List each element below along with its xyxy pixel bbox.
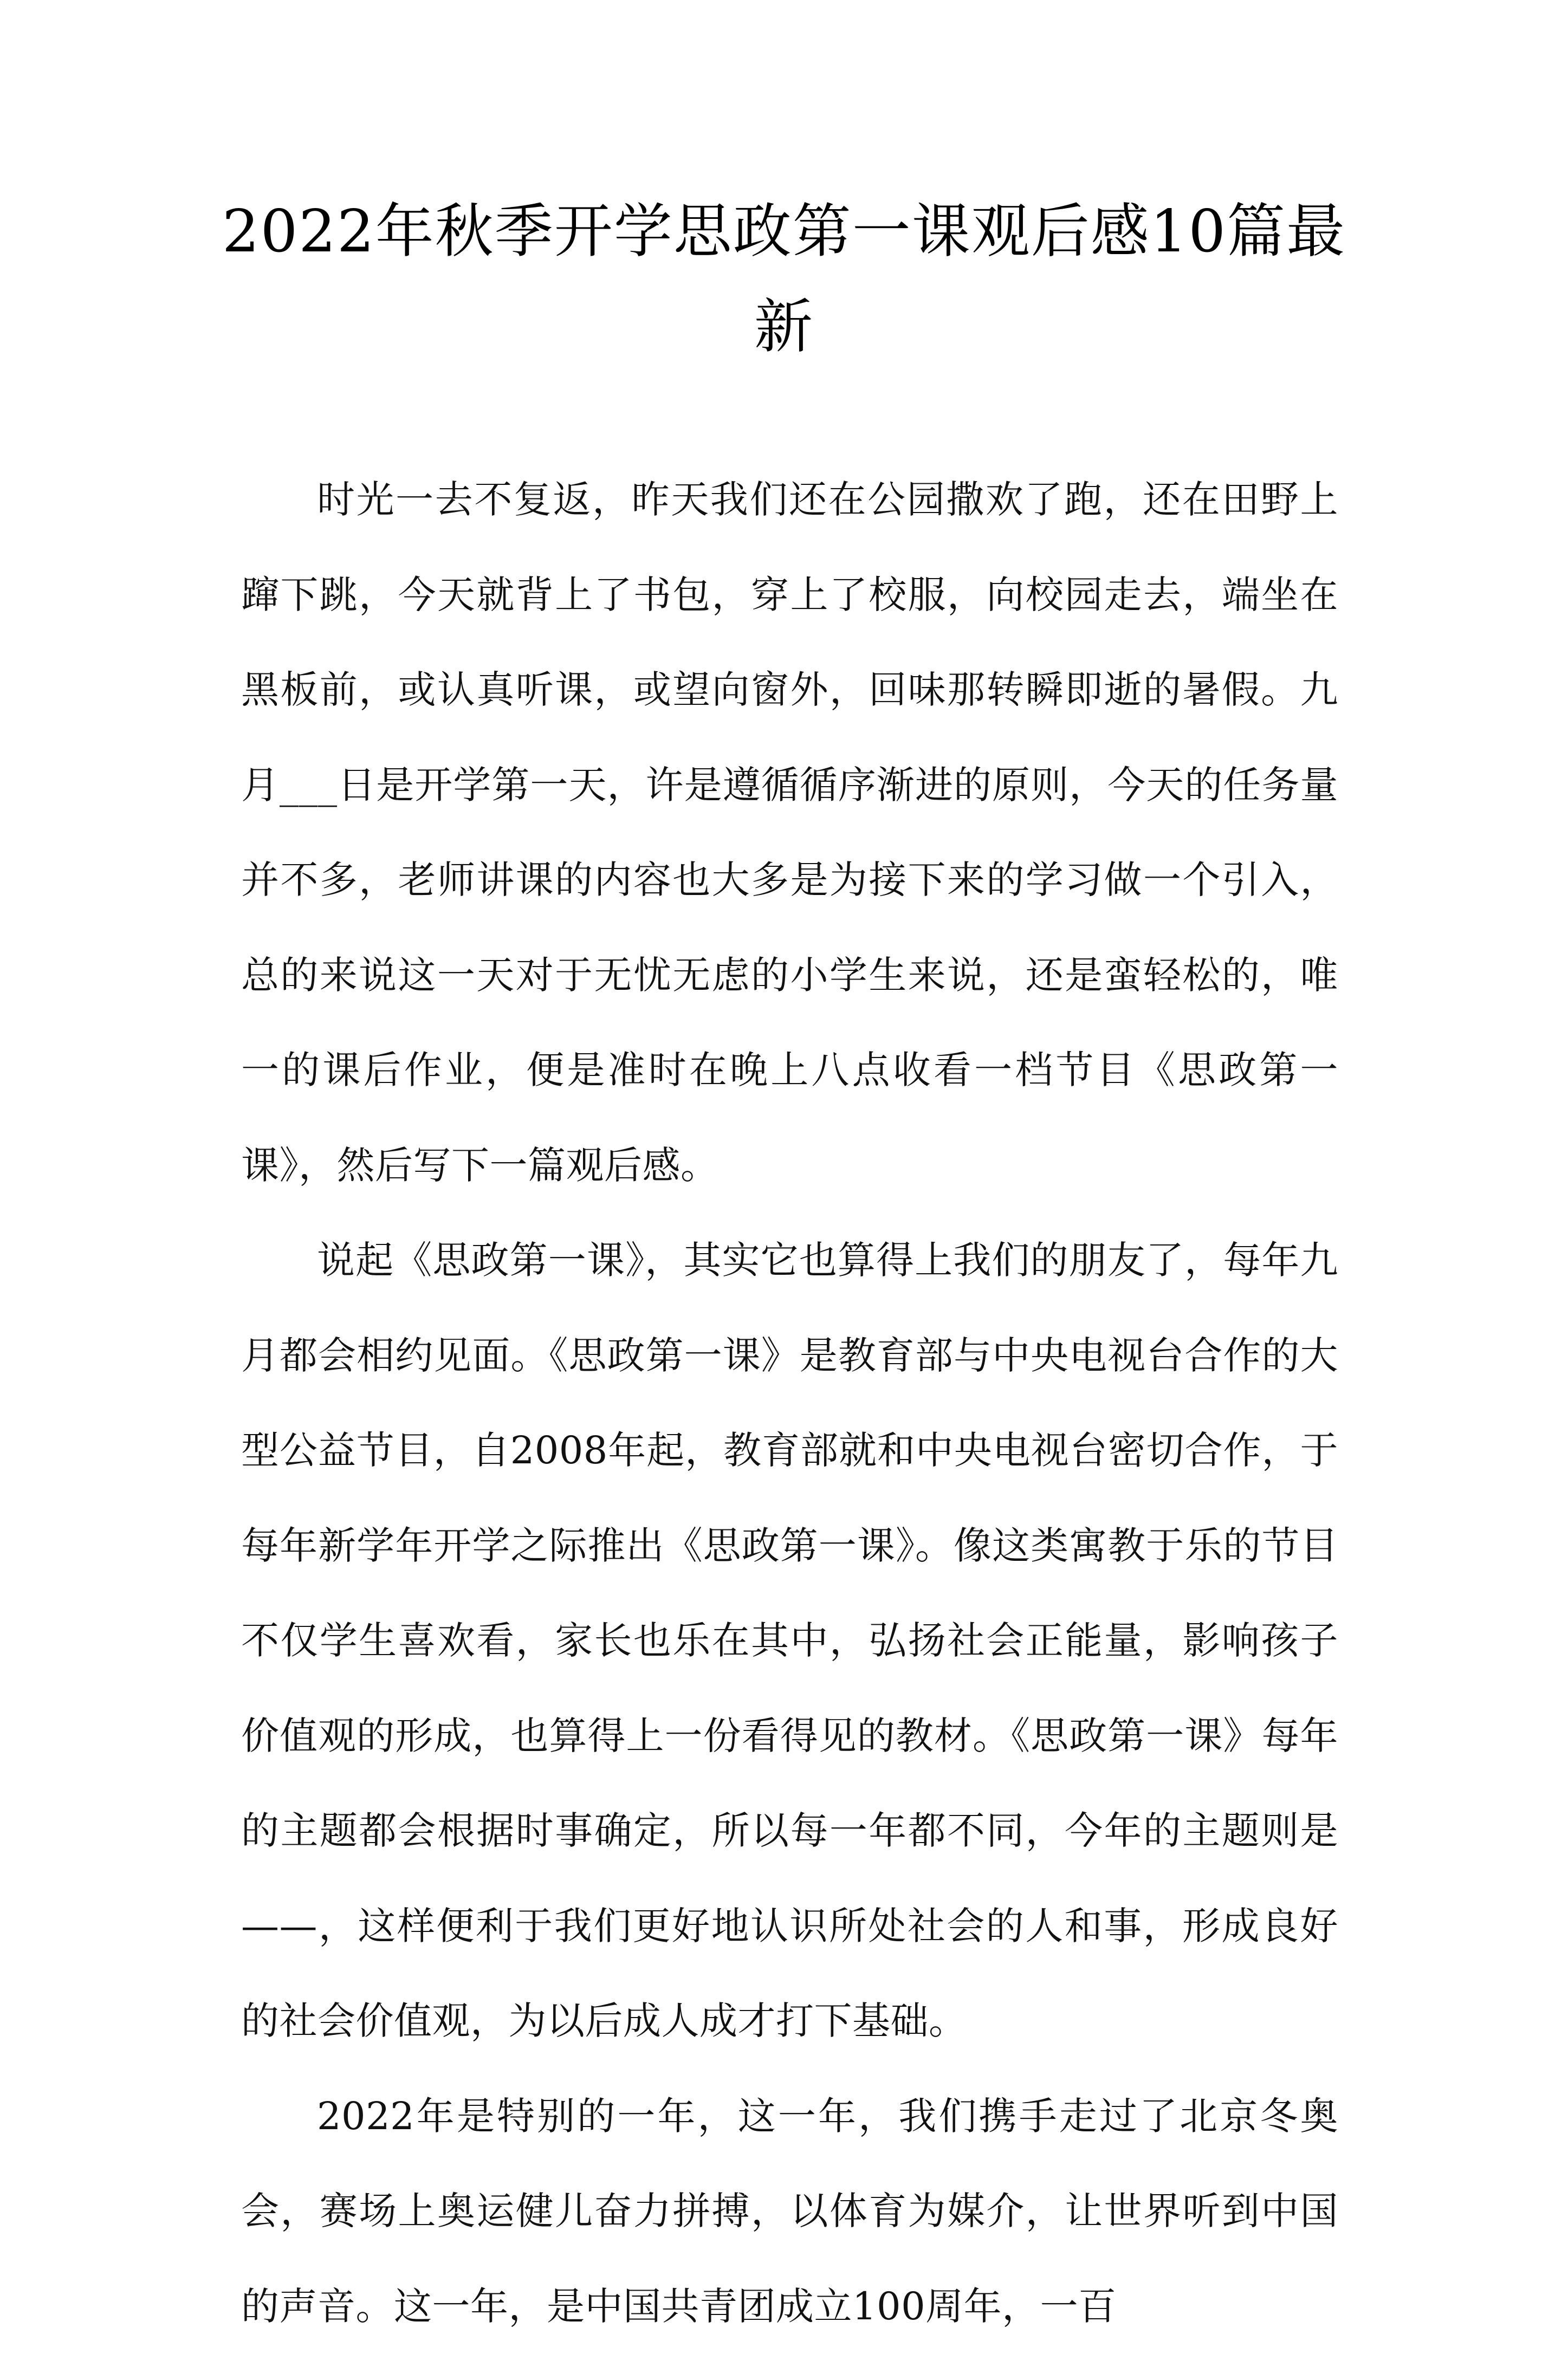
paragraph: 时光一去不复返，昨天我们还在公园撒欢了跑，还在田野上蹿下跳，今天就背上了书包，穿上了校服，向校园走去，端坐在黑板前，或认真听课，或望向窗外，回味那转瞬即逝的暑假。九月___日是开学第一天，许是遵循循序渐进的原则，今天的任务量并不多，老师讲课的内容也大多是为接下来的学习做一个引入，总的来说这一天对于无忧无虑的小学生来说，还是蛮轻松的，唯一的课后作业，便是准时在晚上八点收看一档节目《思政第一课》，然后写下一篇观后感。 bbox=[241, 452, 1338, 1213]
paragraph: 说起《思政第一课》，其实它也算得上我们的朋友了，每年九月都会相约见面。《思政第一课》是教育部与中央电视台合作的大型公益节目，自2008年起，教育部就和中央电视台密切合作，于每年新学年开学之际推出《思政第一课》。像这类寓教于乐的节目不仅学生喜欢看，家长也乐在其中，弘扬社会正能量，影响孩子价值观的形成，也算得上一份看得见的教材。《思政第一课》每年的主题都会根据时事确定，所以每一年都不同，今年的主题则是——，这样便利于我们更好地认识所处社会的人和事，形成良好的社会价值观，为以后成人成才打下基础。 bbox=[241, 1213, 1338, 2069]
paragraph: 2022年是特别的一年，这一年，我们携手走过了北京冬奥会，赛场上奥运健儿奋力拼搏，以体育为媒介，让世界听到中国的声音。这一年，是中国共青团成立100周年，一百 bbox=[241, 2069, 1338, 2354]
document-body bbox=[241, 452, 1338, 2354]
document-title: 2022年秋季开学思政第一课观后感10篇最新 bbox=[217, 184, 1351, 375]
